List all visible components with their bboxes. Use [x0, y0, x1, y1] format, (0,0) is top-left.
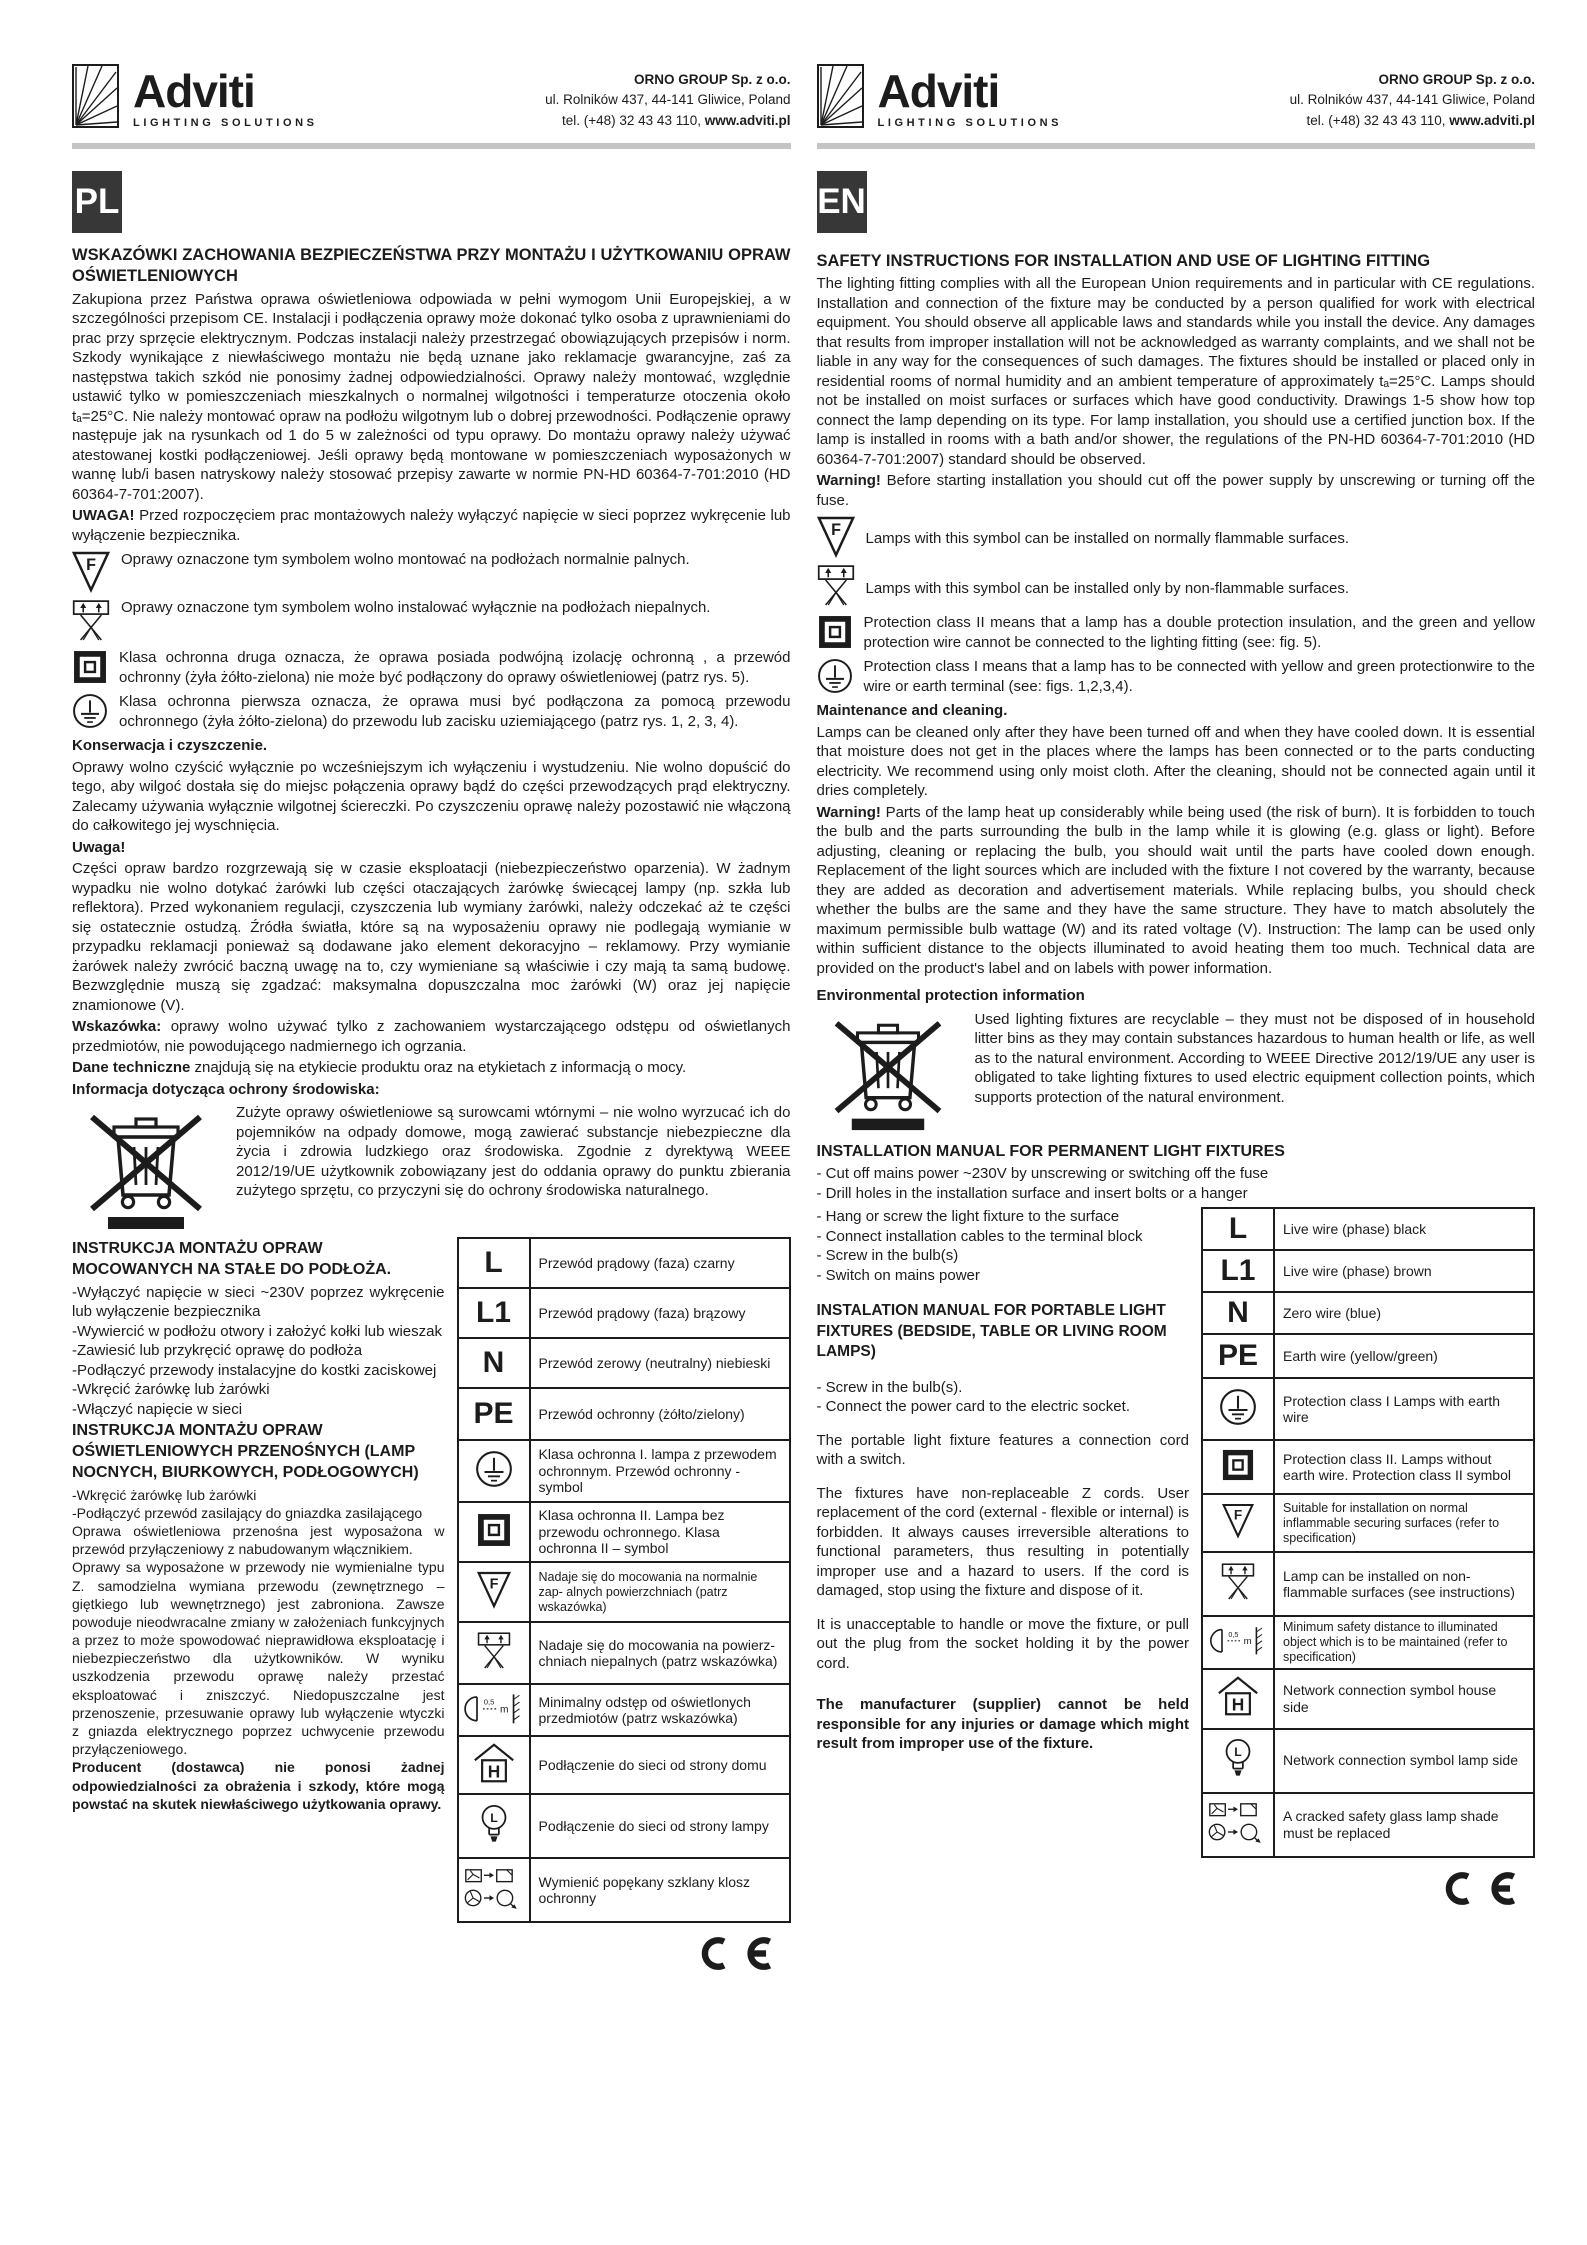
table-row: [1202, 1440, 1534, 1494]
pl-hint-paragraph: [72, 1017, 791, 1056]
table-cell-text: A cracked safety glass lamp shade must be replaced: [1274, 1793, 1534, 1857]
en-install-portable-step: - Screw in the bulb(s).: [816, 1378, 963, 1396]
header-divider: [817, 143, 1536, 149]
pl-install-portable-title: INSTRUKCJA MONTAŻU OPRAW OŚWIETLENIOWYCH PRZENOŚNYCH (LAMP NOCNYCH, BIURKOWYCH, PODŁOGOWYCH): [72, 1422, 419, 1481]
network-house-side-icon: [1217, 1675, 1259, 1717]
pl-symbol-table: [457, 1237, 791, 1923]
pl-symbol-flammable: [72, 550, 791, 593]
pl-install-fixed-title: INSTRUKCJA MONTAŻU OPRAW MOCOWANYCH NA STAŁE DO PODŁOŻA.: [72, 1240, 392, 1278]
pl-bottom-area: [72, 1237, 791, 1977]
company-phone: tel. (+48) 32 43 43 110,: [1306, 112, 1450, 128]
pl-install-fixed-step: -Zawiesić lub przykręcić oprawę do podłoża: [72, 1342, 363, 1360]
pl-hint-text: oprawy wolno używać tylko z zachowaniem wystarczającego odstępu od oświetlanych przedmiotów, nie powodującego nadmiernego ich ogrzania.: [72, 1018, 791, 1055]
pl-tech-paragraph: [72, 1058, 791, 1078]
company-website: www.adviti.pl: [1449, 112, 1535, 128]
wire-letter: L: [1228, 1212, 1248, 1246]
flammable-surface-f-triangle-icon: [817, 516, 855, 558]
table-cell-text: Earth wire (yellow/green): [1274, 1334, 1534, 1378]
table-cell-text: Live wire (phase) brown: [1274, 1250, 1534, 1292]
pl-install-fixed-step: -Wyłączyć napięcie w sieci ~230V poprzez wykręcenie lub wyłączenie bezpiecznika: [72, 1283, 445, 1321]
table-row: [1202, 1494, 1534, 1552]
company-contact: [1290, 111, 1535, 131]
table-row: [1202, 1729, 1534, 1793]
pl-symbol-class1: [72, 692, 791, 731]
table-cell-text: Przewód prądowy (faza) czarny: [530, 1238, 790, 1288]
table-row: [1202, 1669, 1534, 1729]
en-environment-row: [827, 1010, 1536, 1132]
table-cell-text: Protection class I Lamps with earth wire: [1274, 1378, 1534, 1440]
en-symbol-class1-text: Protection class I means that a lamp has to be connected with yellow and green protectionwire to the wire or earth terminal (see: figs. 1,2,3,4).: [863, 658, 1535, 695]
table-row: [458, 1736, 790, 1794]
protection-class-1-earth-icon: [72, 693, 108, 729]
en-install-fixed-step: - Connect installation cables to the terminal block: [816, 1227, 1143, 1245]
table-cell-text: Przewód prądowy (faza) brązowy: [530, 1288, 790, 1338]
pl-symbol-class2-text: Klasa ochronna druga oznacza, że oprawa posiada podwójną izolację ochronną , a przewód ochronny (żyła żółto-zielona) nie może być podłączony do oprawy oświetleniowej (patrz rys. 5).: [119, 649, 791, 686]
table-row: [1202, 1616, 1534, 1668]
en-install-fixed-step: - Screw in the bulb(s): [816, 1247, 959, 1265]
en-symbol-nonflammable: [817, 563, 1536, 608]
pl-ce-wrap: [457, 1935, 791, 1977]
network-house-side-icon: [473, 1742, 515, 1784]
pl-maintenance-title: Konserwacja i czyszczenie.: [72, 737, 268, 755]
pl-caution-title: Uwaga!: [72, 838, 126, 856]
table-cell-text: Przewód ochronny (żółto/zielony): [530, 1388, 790, 1440]
en-environment-text: Used lighting fixtures are recyclable – they must not be disposed of in household litter bins as they may contain substances hazardous to human health or life, as well as to the natural environment. According to WEEE Directive 2012/19/UE any user is obligated to take lighting fixtures to used electric equipment collection points, which supports protection of the natural environment.: [974, 1010, 1535, 1106]
pl-intro-paragraph: Zakupiona przez Państwa oprawa oświetleniowa odpowiada w pełni wymogom Unii Europejskiej, a w szczególności przepisom CE. Instalacji i podłączenia oprawy może dokonać tylko osoba z uprawnieniami do prac przy sprzęcie elektrycznym. Podczas instalacji należy przestrzegać obowiązujących przepisów i norm. Szkody wynikające z niewłaściwego montażu nie będą uznane jako reklamacje gwarancyjne, zaś za następstwa takich szkód nie ponosimy żadnej odpowiedzialności. Oprawy należy montować, względnie ustawić tylko w pomieszczeniach mieszkalnych o normalnej wilgotności i temperaturze otoczenia około tₐ=25°C. Nie należy montować opraw na podłożu wilgotnym lub o dobrej przewodności. Podłączenie oprawy następuje jak na rysunkach od 1 do 5 w zależności od typu oprawy. Do montażu oprawy należy używać atestowanej kostki podłączeniowej. Jeśli oprawy będą montowane w pomieszczeniach wyposażonych w wannę lub/i basen natryskowy należy stosować przepisy zawarte w normie PN-HD 60364-7-701:2010 (HD 60364-7-701:2007).: [72, 290, 791, 503]
wire-letter: N: [1227, 1296, 1249, 1330]
pl-install-fixed-step: -Podłączyć przewody instalacyjne do kostki zaciskowej: [72, 1361, 437, 1379]
brand-name: Adviti: [877, 65, 1000, 117]
company-address: ul. Rolników 437, 44-141 Gliwice, Poland: [545, 92, 791, 108]
protection-class-1-earth-icon: [1219, 1388, 1257, 1426]
wire-letter: L: [484, 1246, 503, 1280]
pl-symbol-class2: [72, 648, 791, 687]
minimum-distance-0-5m-icon: [464, 1691, 524, 1725]
pl-environment-text: Zużyte oprawy oświetleniowe są surowcami wtórnymi – nie wolno wyrzucać ich do pojemników na odpady domowe, mogą zawierać substancje niebezpieczne dla życia i zdrowia ludzkiego oraz środowiska. Zgodnie z dyrektywą WEEE 2012/19/UE użytkownik zobowiązany jest do oddania oprawy do punktu zbierania zużytego sprzętu, co przyczyni się do ochrony środowiska naturalnego.: [236, 1104, 791, 1200]
en-column: [817, 64, 1536, 2245]
pl-install-portable-para: Oprawa oświetleniowa przenośna jest wyposażona w przewód przyłączeniowy z nabudowanym włącznikiem.: [72, 1522, 445, 1558]
en-table-column: [1201, 1207, 1535, 1911]
adviti-sunburst-logo-icon: [72, 64, 119, 128]
table-row: [1202, 1334, 1534, 1378]
table-cell-text: Nadaje się do mocowania na normalnie zap- alnych powierzchniach (patrz wskazówka): [530, 1562, 790, 1622]
table-cell-text: Minimalny odstęp od oświetlonych przedmiotów (patrz wskazówka): [530, 1684, 790, 1736]
wire-letter: N: [482, 1346, 505, 1380]
ce-mark-icon: [1437, 1870, 1521, 1907]
company-info: [545, 64, 790, 131]
en-install-portable-para: It is unacceptable to handle or move the fixture, or pull out the plug from the socket holding it by the power cord.: [816, 1615, 1189, 1672]
wire-letter: L1: [1220, 1254, 1256, 1288]
protection-class-2-double-square-icon: [1221, 1448, 1255, 1482]
company-name: ORNO GROUP Sp. z o.o.: [633, 72, 791, 87]
table-row: [1202, 1250, 1534, 1292]
table-cell-text: Protection class II. Lamps without earth wire. Protection class II symbol: [1274, 1440, 1534, 1494]
en-header: [817, 64, 1536, 131]
en-ce-wrap: [1201, 1870, 1535, 1912]
table-cell-text: Przewód zerowy (neutralny) niebieski: [530, 1338, 790, 1388]
company-contact: [545, 111, 790, 131]
table-cell-text: Network connection symbol house side: [1274, 1669, 1534, 1729]
non-flammable-surface-icon: [817, 564, 855, 608]
en-language-badge: EN: [817, 171, 867, 233]
pl-header: [72, 64, 791, 131]
pl-table-column: [457, 1237, 791, 1977]
table-row: [458, 1502, 790, 1562]
brand-name: Adviti: [133, 65, 255, 117]
en-install-portable-para: The portable light fixture features a connection cord with a switch.: [816, 1431, 1189, 1469]
pl-warning-label: UWAGA!: [72, 507, 135, 525]
brand-block: [878, 64, 1063, 129]
table-row: [458, 1684, 790, 1736]
wire-letter: PE: [473, 1397, 514, 1431]
table-cell-text: Zero wire (blue): [1274, 1292, 1534, 1334]
table-row: [458, 1794, 790, 1858]
pl-language-badge: PL: [72, 171, 122, 233]
table-row: [458, 1288, 790, 1338]
en-warning-label: Warning!: [816, 472, 881, 490]
company-phone: tel. (+48) 32 43 43 110,: [562, 112, 705, 128]
protection-class-1-earth-icon: [817, 658, 853, 694]
table-row: [458, 1562, 790, 1622]
pl-title: WSKAZÓWKI ZACHOWANIA BEZPIECZEŃSTWA PRZY MONTAŻU I UŻYTKOWANIU OPRAW OŚWIETLENIOWYCH: [72, 245, 791, 286]
en-symbol-class1: [817, 657, 1536, 696]
pl-producer-note: Producent (dostawca) nie ponosi żadnej odpowiedzialności za obrażenia i szkody, które mogą powstać na skutek niewłaściwego użytkowania oprawy.: [72, 1759, 445, 1812]
table-cell-text: Live wire (phase) black: [1274, 1208, 1534, 1250]
pl-hint-label: Wskazówka:: [72, 1018, 162, 1036]
table-row: [1202, 1292, 1534, 1334]
flammable-surface-f-triangle-icon: [1222, 1503, 1254, 1539]
pl-symbol-flammable-text: Oprawy oznaczone tym symbolem wolno montować na podłożach normalnie palnych.: [121, 551, 690, 569]
en-caution-label: Warning!: [816, 803, 881, 821]
network-lamp-side-icon: [479, 1802, 509, 1846]
non-flammable-surface-icon: [477, 1631, 511, 1671]
brand-subtitle: LIGHTING SOLUTIONS: [133, 117, 318, 129]
ce-mark-icon: [693, 1935, 777, 1972]
table-cell-text: Suitable for installation on normal inflammable securing surfaces (refer to specification): [1274, 1494, 1534, 1552]
network-lamp-side-icon: [1223, 1736, 1253, 1780]
en-install-fixed-step: - Drill holes in the installation surface and insert bolts or a hanger: [816, 1184, 1248, 1202]
brand-block: [133, 64, 318, 129]
wire-letter: L1: [475, 1296, 511, 1330]
company-name: ORNO GROUP Sp. z o.o.: [1378, 72, 1535, 87]
table-cell-text: Minimum safety distance to illuminated object which is to be maintained (refer to specification): [1274, 1616, 1534, 1668]
en-install-instructions: [817, 1207, 1190, 1753]
protection-class-1-earth-icon: [475, 1450, 513, 1488]
table-row: [1202, 1552, 1534, 1616]
table-row: [458, 1388, 790, 1440]
protection-class-2-double-square-icon: [817, 614, 853, 650]
pl-install-portable-step: -Wkręcić żarówkę lub żarówki: [72, 1486, 257, 1503]
brand-subtitle: LIGHTING SOLUTIONS: [877, 117, 1063, 129]
non-flammable-surface-icon: [72, 599, 110, 643]
pl-caution-text: Części opraw bardzo rozgrzewają się w czasie eksploatacji (niebezpieczeństwo oparzenia). W żadnym wypadku nie wolno dotykać żarówki lub części otaczających żarówkę świecącej lampy (np. szkła lub reflektora). Przed wykonaniem regulacji, czyszczenia lub wymiany żarówki, należy odczekać aż te części się ostatecznie ostudzą. Źródła światła, które są na wyposażeniu oprawy nie podlegają wymianie w przypadku reklamacji ponieważ są dodawane jako element dekoracyjno – reklamowy. Przy wymianie żarówek należy zwrócić baczną uwagę na to, czy wymieniane są właściwie i czy mają ta samą budowę. Bezwzględnie muszą się zgadzać: maksymalna dopuszczalna moc żarówki (W) oraz jej napięcie znamionowe (V).: [72, 860, 791, 1014]
pl-install-instructions: [72, 1237, 445, 1813]
en-environment-title: Environmental protection information: [816, 987, 1085, 1005]
pl-symbol-class1-text: Klasa ochronna pierwsza oznacza, że oprawa musi być podłączona za pomocą przewodu ochronnego (żyła żółto-zielona) do przewodu lub zacisku uziemiającego (patrz rys. 1, 2, 3, 4).: [119, 693, 791, 730]
pl-install-fixed-step: -Wkręcić żarówkę lub żarówki: [72, 1381, 270, 1399]
table-cell-text: Lamp can be installed on non- flammable surfaces (see instructions): [1274, 1552, 1534, 1616]
table-cell-text: Nadaje się do mocowania na powierz- chniach niepalnych (patrz wskazówka): [530, 1622, 790, 1684]
table-cell-text: Wymienić popękany szklany klosz ochronny: [530, 1858, 790, 1922]
header-divider: [72, 143, 791, 149]
en-install-fixed-step: - Switch on mains power: [816, 1266, 980, 1284]
cracked-glass-replace-icon: [464, 1866, 524, 1910]
adviti-sunburst-logo-icon: [817, 64, 864, 128]
en-maintenance-text: Lamps can be cleaned only after they have been turned off and when they have cooled down. It is essential that moisture does not get in the places where the lamps has been connected or to the parts conducting electricity. We recommend using only moist cloth. After the cleaning, should not be connected again until it dries completely.: [816, 723, 1535, 800]
table-row: [458, 1858, 790, 1922]
table-row: [458, 1238, 790, 1288]
protection-class-2-double-square-icon: [476, 1512, 512, 1548]
table-row: [1202, 1793, 1534, 1857]
en-maintenance-title: Maintenance and cleaning.: [816, 702, 1008, 720]
pl-symbol-nonflammable: [72, 598, 791, 643]
pl-install-portable-step: -Podłączyć przewód zasilający do gniazdka zasilającego: [72, 1504, 423, 1521]
table-cell-text: Podłączenie do sieci od strony domu: [530, 1736, 790, 1794]
en-install-portable-step: - Connect the power card to the electric socket.: [816, 1398, 1130, 1416]
en-install-portable-title: INSTALATION MANUAL FOR PORTABLE LIGHT FIXTURES (BEDSIDE, TABLE OR LIVING ROOM LAMPS): [816, 1302, 1167, 1360]
pl-warning-text: Przed rozpoczęciem prac montażowych należy wyłączyć napięcie w sieci poprzez wykręcenie lub wyłączenie bezpiecznika.: [72, 507, 791, 544]
flammable-surface-f-triangle-icon: [477, 1571, 511, 1609]
non-flammable-surface-icon: [1221, 1562, 1255, 1602]
en-symbol-class2: [817, 613, 1536, 652]
company-website: www.adviti.pl: [704, 112, 791, 128]
pl-install-portable-para: Oprawy sa wyposażone w przewody nie wymienialne typu Z. samodzielna wymiana przewodu (zewnętrznego – giętkiego lub wewnętrznego) jest zabroniona. Zawsze powoduje nieodwracalne zmiany w założeniach funkcyjnych a przez to może spowodować nieprawidłowa eksploatację i niebezpieczeństwo dla użytkowników. W wyniku uszkodzenia przewodu oprawę należy przestać eksploatować i zniszczyć. Niedopuszczalne jest przenoszenie, przesuwanie oprawy lub wyłączenie wtyczki z gniazda elektrycznego poprzez uchwycenie przewodu przyłączeniowego.: [72, 1559, 445, 1758]
en-symbol-flammable: [817, 515, 1536, 558]
en-install-fixed-step: - Cut off mains power ~230V by unscrewing or switching off the fuse: [816, 1165, 1269, 1183]
en-symbol-class2-text: Protection class II means that a lamp has a double protection insulation, and the green and yellow protection wire cannot be connected to the lighting fitting (see: fig. 5).: [863, 614, 1535, 651]
table-cell-text: Klasa ochronna I. lampa z przewodem ochronnym. Przewód ochronny - symbol: [530, 1440, 790, 1502]
table-cell-text: Network connection symbol lamp side: [1274, 1729, 1534, 1793]
pl-tech-text: znajdują się na etykiecie produktu oraz na etykietach z informacją o mocy.: [190, 1059, 687, 1077]
en-bottom-area: [817, 1207, 1536, 1911]
pl-install-fixed-step: -Włączyć napięcie w sieci: [72, 1400, 243, 1418]
pl-install-fixed-step: -Wywiercić w podłożu otwory i założyć kołki lub wieszak: [72, 1322, 442, 1340]
company-address: ul. Rolników 437, 44-141 Gliwice, Poland: [1289, 92, 1535, 108]
table-row: [458, 1622, 790, 1684]
en-symbol-flammable-text: Lamps with this symbol can be installed on normally flammable surfaces.: [865, 530, 1350, 548]
minimum-distance-0-5m-icon: [1209, 1624, 1267, 1656]
cracked-glass-replace-icon: [1208, 1800, 1268, 1844]
protection-class-2-double-square-icon: [72, 649, 108, 685]
en-symbol-table: [1201, 1207, 1535, 1857]
pl-warning-paragraph: [72, 506, 791, 545]
company-info: [1290, 64, 1535, 131]
pl-environment-title: Informacja dotycząca ochrony środowiska:: [72, 1080, 380, 1098]
pl-environment-row: [82, 1103, 791, 1231]
pl-column: [72, 64, 791, 2245]
en-caution-paragraph: [817, 803, 1536, 979]
en-warning-text: Before starting installation you should cut off the power supply by unscrewing or turning off the fuse.: [816, 472, 1535, 509]
table-cell-text: Podłączenie do sieci od strony lampy: [530, 1794, 790, 1858]
en-install-portable-para: The fixtures have non-replaceable Z cords. User replacement of the cord (external - flexible or internal) is forbidden. It always causes irreversible alterations to functional parameters, thus resulting in potentially improper use and a hazard to users. If the cord is damaged, stop using the fixture and dispose of it.: [816, 1484, 1189, 1600]
table-row: [1202, 1378, 1534, 1440]
weee-crossed-out-bin-icon: [82, 1103, 210, 1231]
pl-maintenance-text: Oprawy wolno czyścić wyłącznie po wcześniejszym ich wyłączeniu i wystudzeniu. Nie wolno dopuścić do tego, aby wilgoć dostała się do miejsc połączenia oprawy bądź do części przewodzących prąd elektryczny. Zalecamy używania wyłącznie wilgotnej ściereczki. Po czyszczeniu oprawę należy pozostawić nie włączoną do całkowitego jej wyschnięcia.: [72, 758, 791, 835]
table-cell-text: Klasa ochronna II. Lampa bez przewodu ochronnego. Klasa ochronna II – symbol: [530, 1502, 790, 1562]
en-manufacturer-note: The manufacturer (supplier) cannot be held responsible for any injuries or damage which might result from improper use of the fixture.: [816, 1696, 1189, 1753]
weee-crossed-out-bin-icon: [827, 1010, 949, 1132]
en-install-fixed-title: INSTALLATION MANUAL FOR PERMANENT LIGHT FIXTURES: [816, 1142, 1285, 1160]
en-symbol-nonflammable-text: Lamps with this symbol can be installed only by non-flammable surfaces.: [865, 580, 1350, 598]
en-intro-paragraph: The lighting fitting complies with all the European Union requirements and in particular with CE regulations. Installation and connection of the fixture may be conducted by a person qualified for work with electrical equipment. You should observe all applicable laws and standards while you install the device. Any damages that results from improper installation will not be acknowledged as warranty complaints, and we shall not be liable in any way for the consequences of such damages. The fixtures should be installed or placed only in residential rooms of normal humidity and an ambient temperature of approximately tₐ=25°C. Lamps should not be installed on moist surfaces or surfaces which have good conductivity. Drawings 1-5 show how top connect the lamp depending on its type. For lamp installation, you should use a certified junction box. If the lamp is installed in rooms with a bath and/or shower, the regulations of the PN-HD 60364-7-701:2010 (HD 60364-7-701:2007) standard should be observed.: [816, 275, 1535, 468]
flammable-surface-f-triangle-icon: [72, 551, 110, 593]
en-title: SAFETY INSTRUCTIONS FOR INSTALLATION AND USE OF LIGHTING FITTING: [816, 251, 1431, 270]
table-row: [1202, 1208, 1534, 1250]
en-warning-paragraph: [817, 471, 1536, 510]
pl-tech-label: Dane techniczne: [72, 1059, 191, 1077]
en-install-fixed-step: - Hang or screw the light fixture to the surface: [816, 1208, 1120, 1226]
table-row: [458, 1338, 790, 1388]
wire-letter: PE: [1217, 1339, 1259, 1373]
en-caution-text: Parts of the lamp heat up considerably while being used (the risk of burn). It is forbidden to touch the bulb and the parts surrounding the bulb in the lamp while it is glowing (e.g. glass or light). Before adjusting, cleaning or replacing the bulb, you should wait until the parts have cooled down enough. Replacement of the light sources which are included with the fixture I not covered by the warranty, because they are added as decoration and advertisement materials. While replacing bulbs, you should check whether the bulbs are the same and they have the same structure. They have to match absolutely the maximum permissible bulb wattage (W) and its rated voltage (V). Instruction: The lamp can be used only within sufficient distance to the objects illuminated to avoid heating them too much. Technical data are provided on the product's label and on labels with power information.: [816, 803, 1535, 977]
table-row: [458, 1440, 790, 1502]
pl-symbol-nonflammable-text: Oprawy oznaczone tym symbolem wolno instalować wyłącznie na podłożach niepalnych.: [121, 599, 711, 617]
